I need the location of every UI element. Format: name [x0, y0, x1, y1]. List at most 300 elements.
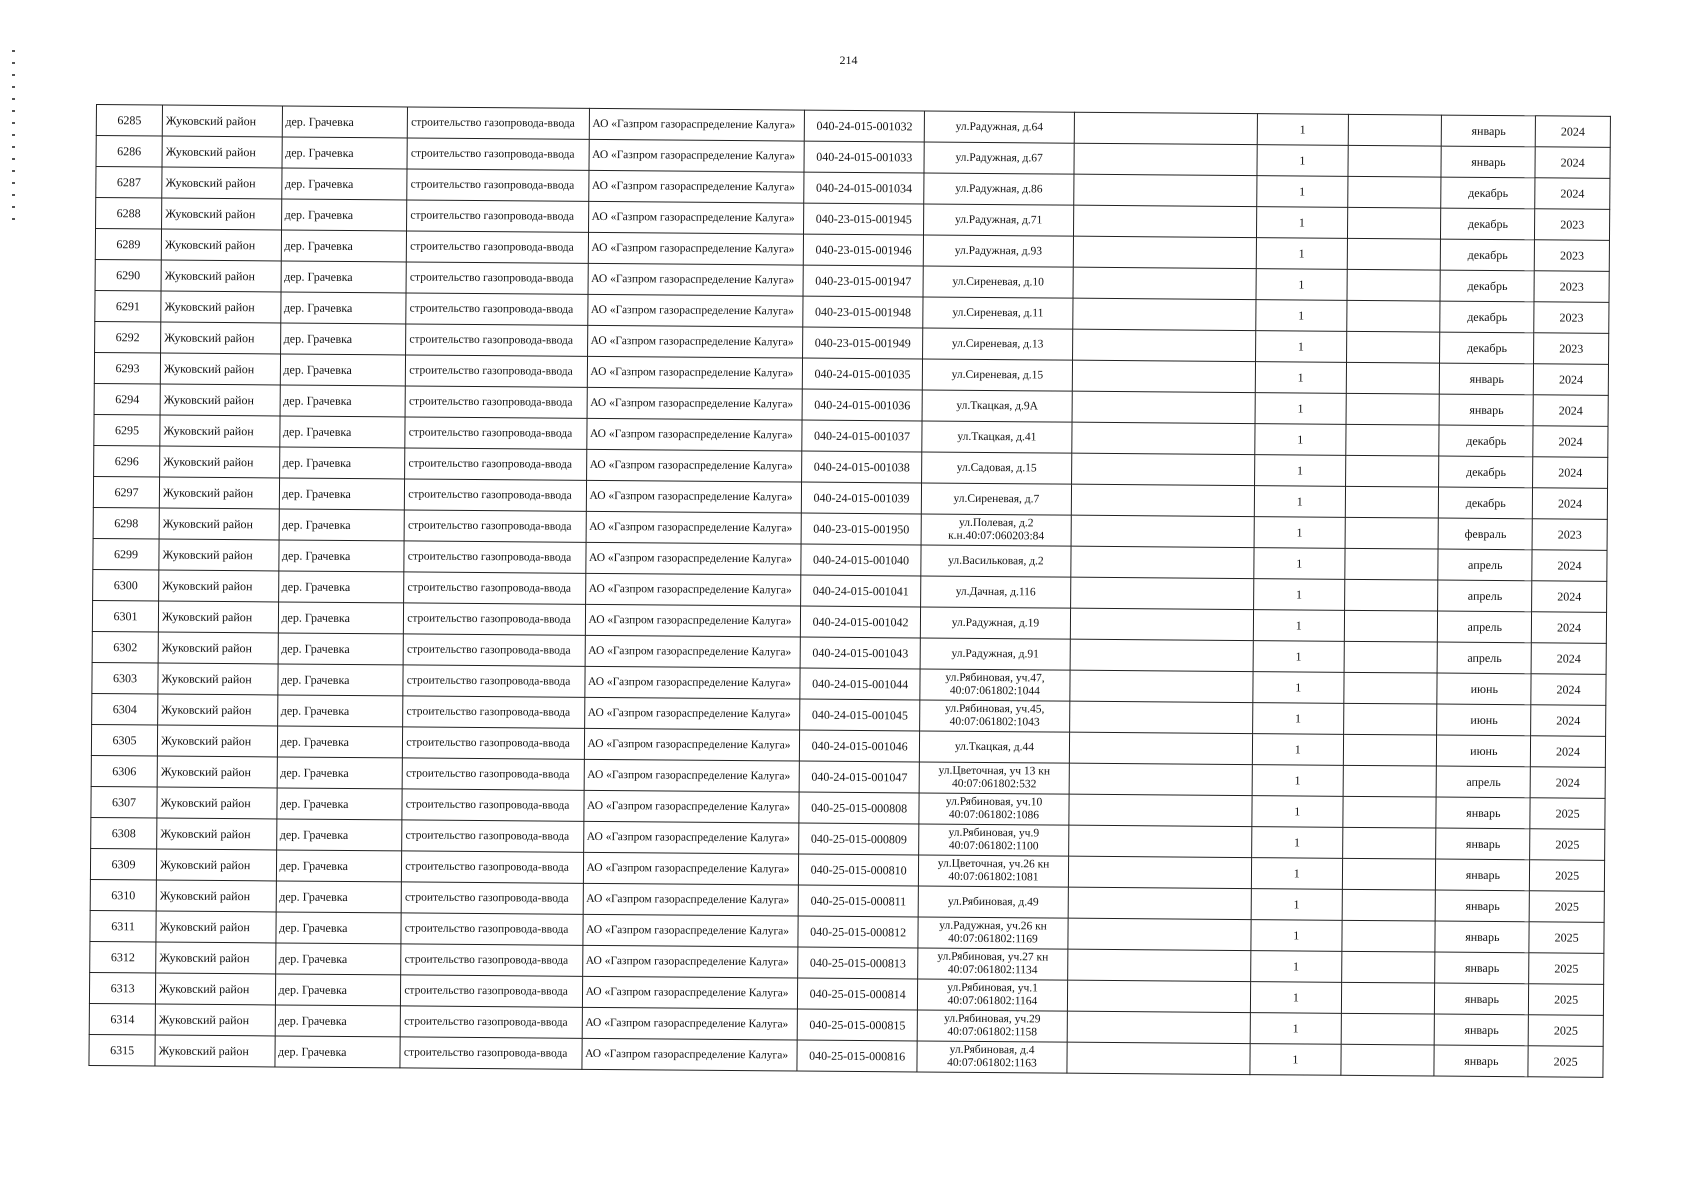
organization-cell: АО «Газпром газораспределение Калуга»	[582, 914, 798, 947]
address-cell: ул.Радужная, д.91	[920, 638, 1070, 670]
empty-cell	[1071, 484, 1255, 516]
empty-cell	[1072, 391, 1256, 423]
organization-cell: АО «Газпром газораспределение Калуга»	[584, 728, 800, 761]
empty-cell	[1068, 856, 1252, 888]
work-type-cell: строительство газопровода-ввода	[402, 789, 583, 821]
district-cell: Жуковский район	[157, 756, 277, 788]
organization-cell: АО «Газпром газораспределение Калуга»	[583, 790, 799, 823]
organization-cell: АО «Газпром газораспределение Калуга»	[582, 945, 798, 978]
organization-cell: АО «Газпром газораспределение Калуга»	[588, 201, 804, 234]
organization-cell: АО «Газпром газораспределение Калуга»	[586, 418, 802, 451]
work-type-cell: строительство газопровода-ввода	[404, 603, 585, 635]
district-cell: Жуковский район	[158, 694, 278, 726]
village-cell: дер. Грачевка	[280, 385, 406, 417]
year-cell: 2023	[1534, 240, 1609, 272]
empty-cell	[1347, 176, 1441, 208]
district-cell: Жуковский район	[156, 973, 276, 1005]
quantity-cell: 1	[1255, 424, 1346, 456]
organization-cell: АО «Газпром газораспределение Калуга»	[585, 604, 801, 637]
quantity-cell: 1	[1257, 207, 1348, 239]
empty-cell	[1345, 517, 1439, 549]
row-number-cell: 6311	[90, 910, 156, 942]
month-cell: январь	[1435, 952, 1529, 984]
work-type-cell: строительство газопровода-ввода	[400, 1006, 581, 1038]
row-number-cell: 6303	[92, 662, 158, 694]
year-cell: 2024	[1532, 612, 1607, 644]
year-cell: 2024	[1534, 364, 1609, 396]
year-cell: 2025	[1529, 891, 1604, 923]
year-cell: 2025	[1530, 798, 1605, 830]
quantity-cell: 1	[1251, 858, 1342, 890]
registration-code-cell: 040-24-015-001037	[802, 420, 923, 452]
quantity-cell: 1	[1255, 362, 1346, 394]
district-cell: Жуковский район	[161, 291, 281, 323]
empty-cell	[1068, 887, 1252, 919]
month-cell: январь	[1435, 921, 1529, 953]
registration-code-cell: 040-25-015-000815	[797, 1009, 918, 1041]
work-type-cell: строительство газопровода-ввода	[406, 293, 587, 325]
district-cell: Жуковский район	[161, 260, 281, 292]
address-cell: ул.Цветочная, уч 13 кн 40:07:061802:532	[919, 762, 1069, 794]
quantity-cell: 1	[1254, 517, 1345, 549]
empty-cell	[1069, 701, 1253, 733]
quantity-cell: 1	[1254, 548, 1345, 580]
month-cell: январь	[1436, 828, 1530, 860]
empty-cell	[1343, 672, 1437, 704]
district-cell: Жуковский район	[161, 229, 281, 261]
village-cell: дер. Грачевка	[275, 1005, 401, 1037]
work-type-cell: строительство газопровода-ввода	[404, 572, 585, 604]
village-cell: дер. Грачевка	[277, 695, 403, 727]
work-type-cell: строительство газопровода-ввода	[404, 510, 585, 542]
quantity-cell: 1	[1250, 982, 1341, 1014]
empty-cell	[1069, 670, 1253, 702]
district-cell: Жуковский район	[157, 725, 277, 757]
work-type-cell: строительство газопровода-ввода	[405, 386, 586, 418]
address-cell: ул.Ткацкая, д.9А	[922, 390, 1072, 422]
village-cell: дер. Грачевка	[281, 230, 407, 262]
empty-cell	[1071, 453, 1255, 485]
year-cell: 2024	[1531, 705, 1606, 737]
work-type-cell: строительство газопровода-ввода	[401, 944, 582, 976]
empty-cell	[1344, 610, 1438, 642]
registration-code-cell: 040-25-015-000809	[799, 823, 920, 855]
month-cell: декабрь	[1439, 487, 1533, 519]
registration-code-cell: 040-25-015-000813	[798, 947, 919, 979]
month-cell: июнь	[1437, 673, 1531, 705]
registration-code-cell: 040-23-015-001946	[803, 234, 924, 266]
quantity-cell: 1	[1253, 703, 1344, 735]
row-number-cell: 6297	[93, 476, 159, 508]
empty-cell	[1069, 794, 1253, 826]
work-type-cell: строительство газопровода-ввода	[400, 1037, 581, 1069]
row-number-cell: 6288	[96, 198, 162, 230]
registration-code-cell: 040-23-015-001948	[803, 296, 924, 328]
empty-cell	[1347, 238, 1441, 270]
work-type-cell: строительство газопровода-ввода	[407, 200, 588, 232]
village-cell: дер. Грачевка	[278, 540, 404, 572]
empty-cell	[1343, 734, 1437, 766]
village-cell: дер. Грачевка	[279, 478, 405, 510]
row-number-cell: 6292	[95, 321, 161, 353]
district-cell: Жуковский район	[162, 167, 282, 199]
month-cell: июнь	[1437, 735, 1531, 767]
village-cell: дер. Грачевка	[277, 664, 403, 696]
village-cell: дер. Грачевка	[276, 850, 402, 882]
quantity-cell: 1	[1252, 827, 1343, 859]
district-cell: Жуковский район	[158, 632, 278, 664]
organization-cell: АО «Газпром газораспределение Калуга»	[588, 170, 804, 203]
organization-cell: АО «Газпром газораспределение Калуга»	[587, 325, 803, 358]
empty-cell	[1342, 796, 1436, 828]
work-type-cell: строительство газопровода-ввода	[408, 107, 589, 139]
empty-cell	[1069, 732, 1253, 764]
work-type-cell: строительство газопровода-ввода	[404, 541, 585, 573]
month-cell: декабрь	[1440, 332, 1534, 364]
organization-cell: АО «Газпром газораспределение Калуга»	[586, 480, 802, 513]
row-number-cell: 6304	[92, 693, 158, 725]
empty-cell	[1073, 267, 1257, 299]
work-type-cell: строительство газопровода-ввода	[406, 262, 587, 294]
address-cell: ул.Дачная, д.116	[921, 576, 1071, 608]
organization-cell: АО «Газпром газораспределение Калуга»	[586, 511, 802, 544]
organization-cell: АО «Газпром газораспределение Калуга»	[585, 573, 801, 606]
registration-code-cell: 040-24-015-001047	[799, 761, 920, 793]
village-cell: дер. Грачевка	[275, 912, 401, 944]
empty-cell	[1343, 765, 1437, 797]
work-type-cell: строительство газопровода-ввода	[406, 355, 587, 387]
quantity-cell: 1	[1256, 269, 1347, 301]
empty-cell	[1345, 424, 1439, 456]
month-cell: апрель	[1437, 766, 1531, 798]
empty-cell	[1067, 1042, 1251, 1074]
year-cell: 2024	[1533, 395, 1608, 427]
address-cell: ул.Сиреневая, д.13	[923, 328, 1073, 360]
quantity-cell: 1	[1253, 641, 1344, 673]
month-cell: апрель	[1438, 611, 1532, 643]
village-cell: дер. Грачевка	[282, 106, 408, 138]
month-cell: декабрь	[1441, 239, 1535, 271]
registration-code-cell: 040-24-015-001043	[800, 637, 921, 669]
year-cell: 2025	[1529, 953, 1604, 985]
village-cell: дер. Грачевка	[280, 354, 406, 386]
year-cell: 2024	[1532, 581, 1607, 613]
quantity-cell: 1	[1252, 734, 1343, 766]
work-type-cell: строительство газопровода-ввода	[405, 417, 586, 449]
work-type-cell: строительство газопровода-ввода	[405, 479, 586, 511]
registration-code-cell: 040-23-015-001947	[803, 265, 924, 297]
district-cell: Жуковский район	[156, 911, 276, 943]
quantity-cell: 1	[1254, 579, 1345, 611]
row-number-cell: 6313	[89, 972, 155, 1004]
village-cell: дер. Грачевка	[280, 323, 406, 355]
year-cell: 2025	[1530, 829, 1605, 861]
organization-cell: АО «Газпром газораспределение Калуга»	[589, 139, 805, 172]
registration-code-cell: 040-24-015-001045	[800, 699, 921, 731]
row-number-cell: 6291	[95, 290, 161, 322]
row-number-cell: 6315	[89, 1034, 155, 1066]
organization-cell: АО «Газпром газораспределение Калуга»	[585, 635, 801, 668]
organization-cell: АО «Газпром газораспределение Калуга»	[589, 108, 805, 141]
month-cell: декабрь	[1440, 301, 1534, 333]
address-cell: ул.Рябиновая, уч.10 40:07:061802:1086	[919, 793, 1069, 825]
work-type-cell: строительство газопровода-ввода	[401, 975, 582, 1007]
empty-cell	[1074, 143, 1258, 175]
empty-cell	[1346, 300, 1440, 332]
empty-cell	[1073, 205, 1257, 237]
month-cell: январь	[1436, 859, 1530, 891]
year-cell: 2024	[1535, 116, 1610, 148]
address-cell: ул.Сиреневая, д.11	[923, 297, 1073, 329]
district-cell: Жуковский район	[162, 136, 282, 168]
address-cell: ул.Полевая, д.2 к.н.40:07:060203:84	[921, 514, 1071, 546]
quantity-cell: 1	[1257, 176, 1348, 208]
quantity-cell: 1	[1252, 765, 1343, 797]
empty-cell	[1347, 269, 1441, 301]
village-cell: дер. Грачевка	[277, 757, 403, 789]
empty-cell	[1072, 360, 1256, 392]
address-cell: ул.Рябиновая, д.4 40:07:061802:1163	[917, 1041, 1067, 1073]
organization-cell: АО «Газпром газораспределение Калуга»	[588, 232, 804, 265]
organization-cell: АО «Газпром газораспределение Калуга»	[583, 821, 799, 854]
row-number-cell: 6290	[95, 259, 161, 291]
year-cell: 2023	[1534, 302, 1609, 334]
address-cell: ул.Ткацкая, д.44	[920, 731, 1070, 763]
empty-cell	[1344, 641, 1438, 673]
empty-cell	[1342, 827, 1436, 859]
district-cell: Жуковский район	[156, 880, 276, 912]
registration-code-cell: 040-24-015-001032	[804, 110, 925, 142]
table-body	[89, 105, 1611, 1078]
quantity-cell: 1	[1254, 486, 1345, 518]
month-cell: январь	[1439, 394, 1533, 426]
month-cell: январь	[1434, 1045, 1528, 1077]
month-cell: февраль	[1438, 518, 1532, 550]
district-cell: Жуковский район	[162, 105, 282, 137]
empty-cell	[1074, 112, 1258, 144]
row-number-cell: 6296	[94, 445, 160, 477]
registration-code-cell: 040-24-015-001039	[801, 482, 922, 514]
registration-code-cell: 040-23-015-001949	[802, 327, 923, 359]
empty-cell	[1342, 889, 1436, 921]
address-cell: ул.Рябиновая, уч.27 кн 40:07:061802:1134	[918, 948, 1068, 980]
quantity-cell: 1	[1251, 951, 1342, 983]
district-cell: Жуковский район	[160, 415, 280, 447]
year-cell: 2024	[1531, 674, 1606, 706]
registration-code-cell: 040-24-015-001046	[799, 730, 920, 762]
district-cell: Жуковский район	[159, 508, 279, 540]
district-cell: Жуковский район	[157, 849, 277, 881]
quantity-cell: 1	[1250, 1044, 1341, 1076]
organization-cell: АО «Газпром газораспределение Калуга»	[583, 852, 799, 885]
district-cell: Жуковский район	[156, 942, 276, 974]
organization-cell: АО «Газпром газораспределение Калуга»	[587, 387, 803, 420]
registration-code-cell: 040-24-015-001035	[802, 358, 923, 390]
quantity-cell: 1	[1257, 145, 1348, 177]
registration-code-cell: 040-24-015-001036	[802, 389, 923, 421]
address-cell: ул.Рябиновая, уч.45, 40:07:061802:1043	[920, 700, 1070, 732]
empty-cell	[1072, 329, 1256, 361]
village-cell: дер. Грачевка	[281, 261, 407, 293]
address-cell: ул.Радужная, д.93	[924, 235, 1074, 267]
empty-cell	[1341, 951, 1435, 983]
empty-cell	[1067, 1011, 1251, 1043]
row-number-cell: 6310	[90, 879, 156, 911]
registration-code-cell: 040-23-015-001945	[803, 203, 924, 235]
empty-cell	[1070, 546, 1254, 578]
empty-cell	[1347, 207, 1441, 239]
work-type-cell: строительство газопровода-ввода	[402, 758, 583, 790]
year-cell: 2023	[1534, 271, 1609, 303]
empty-cell	[1073, 174, 1257, 206]
month-cell: апрель	[1438, 549, 1532, 581]
month-cell: январь	[1436, 797, 1530, 829]
organization-cell: АО «Газпром газораспределение Калуга»	[588, 263, 804, 296]
empty-cell	[1071, 515, 1255, 547]
village-cell: дер. Грачевка	[282, 137, 408, 169]
row-number-cell: 6293	[94, 352, 160, 384]
month-cell: декабрь	[1441, 177, 1535, 209]
address-cell: ул.Радужная, д.86	[924, 173, 1074, 205]
empty-cell	[1070, 577, 1254, 609]
month-cell: апрель	[1438, 580, 1532, 612]
address-cell: ул.Радужная, д.64	[925, 111, 1075, 143]
address-cell: ул.Рябиновая, д.49	[919, 886, 1069, 918]
village-cell: дер. Грачевка	[278, 571, 404, 603]
row-number-cell: 6314	[89, 1003, 155, 1035]
month-cell: июнь	[1437, 704, 1531, 736]
registration-code-cell: 040-24-015-001042	[800, 606, 921, 638]
row-number-cell: 6301	[92, 600, 158, 632]
address-cell: ул.Сиреневая, д.15	[923, 359, 1073, 391]
empty-cell	[1346, 393, 1440, 425]
organization-cell: АО «Газпром газораспределение Калуга»	[584, 697, 800, 730]
work-type-cell: строительство газопровода-ввода	[403, 634, 584, 666]
empty-cell	[1342, 920, 1436, 952]
registration-code-cell: 040-25-015-000808	[799, 792, 920, 824]
district-cell: Жуковский район	[158, 663, 278, 695]
district-cell: Жуковский район	[161, 322, 281, 354]
quantity-cell: 1	[1252, 796, 1343, 828]
year-cell: 2025	[1528, 1046, 1603, 1078]
empty-cell	[1068, 825, 1252, 857]
quantity-cell: 1	[1255, 393, 1346, 425]
district-cell: Жуковский район	[157, 818, 277, 850]
quantity-cell: 1	[1251, 920, 1342, 952]
year-cell: 2024	[1535, 178, 1610, 210]
address-cell: ул.Радужная, д.71	[924, 204, 1074, 236]
empty-cell	[1070, 608, 1254, 640]
district-cell: Жуковский район	[158, 601, 278, 633]
row-number-cell: 6285	[96, 105, 162, 137]
quantity-cell: 1	[1251, 889, 1342, 921]
registration-code-cell: 040-24-015-001034	[804, 172, 925, 204]
row-number-cell: 6299	[93, 538, 159, 570]
district-cell: Жуковский район	[155, 1035, 275, 1067]
organization-cell: АО «Газпром газораспределение Калуга»	[583, 883, 799, 916]
registration-code-cell: 040-25-015-000810	[798, 854, 919, 886]
work-type-cell: строительство газопровода-ввода	[403, 696, 584, 728]
work-type-cell: строительство газопровода-ввода	[403, 727, 584, 759]
month-cell: январь	[1435, 983, 1529, 1015]
row-number-cell: 6295	[94, 414, 160, 446]
year-cell: 2024	[1533, 488, 1608, 520]
document-sheet	[88, 104, 1611, 1078]
month-cell: декабрь	[1441, 208, 1535, 240]
empty-cell	[1067, 949, 1251, 981]
empty-cell	[1345, 455, 1439, 487]
work-type-cell: строительство газопровода-ввода	[401, 913, 582, 945]
row-number-cell: 6289	[95, 229, 161, 261]
registration-code-cell: 040-23-015-001950	[801, 513, 922, 545]
district-cell: Жуковский район	[159, 477, 279, 509]
work-type-cell: строительство газопровода-ввода	[407, 231, 588, 263]
month-cell: декабрь	[1439, 456, 1533, 488]
organization-cell: АО «Газпром газораспределение Калуга»	[584, 666, 800, 699]
address-cell: ул.Рябиновая, уч.1 40:07:061802:1164	[918, 979, 1068, 1011]
organization-cell: АО «Газпром газораспределение Калуга»	[587, 356, 803, 389]
quantity-cell: 1	[1256, 331, 1347, 363]
empty-cell	[1346, 362, 1440, 394]
month-cell: январь	[1435, 1014, 1529, 1046]
district-cell: Жуковский район	[160, 446, 280, 478]
year-cell: 2024	[1530, 767, 1605, 799]
empty-cell	[1348, 145, 1442, 177]
registration-code-cell: 040-24-015-001033	[804, 141, 925, 173]
row-number-cell: 6308	[91, 817, 157, 849]
district-cell: Жуковский район	[159, 539, 279, 571]
year-cell: 2024	[1532, 550, 1607, 582]
address-cell: ул.Ткацкая, д.41	[922, 421, 1072, 453]
address-cell: ул.Радужная, д.19	[921, 607, 1071, 639]
village-cell: дер. Грачевка	[275, 943, 401, 975]
address-cell: ул.Сиреневая, д.10	[923, 266, 1073, 298]
organization-cell: АО «Газпром газораспределение Калуга»	[587, 294, 803, 327]
row-number-cell: 6305	[91, 724, 157, 756]
registration-code-cell: 040-25-015-000816	[797, 1040, 918, 1072]
registration-code-cell: 040-24-015-001038	[801, 451, 922, 483]
year-cell: 2024	[1531, 736, 1606, 768]
district-cell: Жуковский район	[157, 787, 277, 819]
empty-cell	[1344, 548, 1438, 580]
month-cell: декабрь	[1440, 270, 1534, 302]
organization-cell: АО «Газпром газораспределение Калуга»	[582, 1007, 798, 1040]
organization-cell: АО «Газпром газораспределение Калуга»	[582, 976, 798, 1009]
district-cell: Жуковский район	[162, 198, 282, 230]
empty-cell	[1344, 579, 1438, 611]
registration-code-cell: 040-24-015-001041	[800, 575, 921, 607]
work-type-cell: строительство газопровода-ввода	[406, 324, 587, 356]
row-number-cell: 6307	[91, 786, 157, 818]
year-cell: 2023	[1535, 209, 1610, 241]
organization-cell: АО «Газпром газораспределение Калуга»	[585, 542, 801, 575]
page-number: 214	[839, 53, 858, 67]
work-type-cell: строительство газопровода-ввода	[402, 820, 583, 852]
empty-cell	[1346, 331, 1440, 363]
district-cell: Жуковский район	[160, 353, 280, 385]
registration-code-cell: 040-24-015-001044	[800, 668, 921, 700]
empty-cell	[1348, 114, 1442, 146]
address-cell: ул.Рябиновая, уч.29 40:07:061802:1158	[918, 1010, 1068, 1042]
quantity-cell: 1	[1256, 238, 1347, 270]
registration-code-cell: 040-24-015-001040	[801, 544, 922, 576]
empty-cell	[1072, 298, 1256, 330]
work-type-cell: строительство газопровода-ввода	[407, 138, 588, 170]
organization-cell: АО «Газпром газораспределение Калуга»	[586, 449, 802, 482]
quantity-cell: 1	[1250, 1013, 1341, 1045]
row-number-cell: 6309	[90, 848, 156, 880]
month-cell: январь	[1440, 363, 1534, 395]
